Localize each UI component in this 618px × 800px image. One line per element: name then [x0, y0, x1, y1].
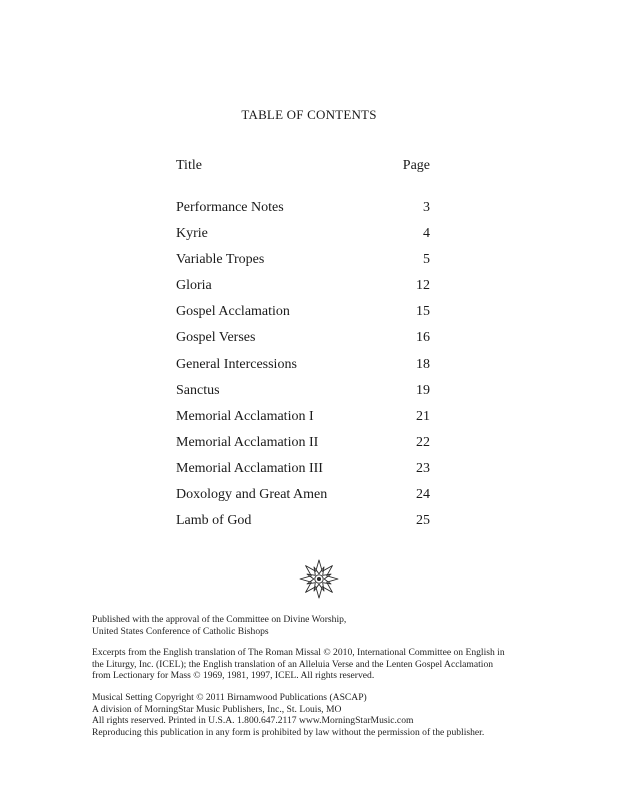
toc-entry [176, 198, 430, 224]
excerpts-line: the Liturgy, Inc. (ICEL); the English translation of an Alleluia Verse and the Lenten Gospel Acclamation [92, 658, 494, 670]
copyright-line: A division of MorningStar Music Publishers, Inc., St. Louis, MO [92, 703, 342, 715]
toc-entry-page: 21 [416, 408, 430, 424]
toc-entry-page: 3 [423, 200, 430, 215]
toc-entry-page: 23 [416, 460, 430, 476]
toc-entry [176, 511, 430, 537]
copyright-line: All rights reserved. Printed in U.S.A. 1.800.647.2117 www.MorningStarMusic.com [92, 715, 414, 727]
excerpts-line: Excerpts from the English translation of The Roman Missal © 2010, International Committee on English in [92, 647, 505, 659]
toc-entry-title: Doxology and Great Amen [176, 487, 328, 503]
toc-entry [176, 302, 430, 328]
toc-entry-page: 24 [416, 487, 430, 503]
title-column-header: Title [176, 158, 202, 173]
star-ornament-graphic [299, 559, 339, 599]
toc-entry-title: Lamb of God [176, 513, 252, 529]
toc-column-headers [176, 156, 430, 176]
toc-entry [176, 276, 430, 302]
copyright-notice [92, 692, 532, 738]
toc-entry [176, 355, 430, 381]
toc-entry-title: Memorial Acclamation I [176, 408, 314, 424]
publication-notes [92, 614, 532, 738]
approval-notice [92, 614, 532, 637]
excerpts-line: from Lectionary for Mass © 1969, 1981, 1997, ICEL. All rights reserved. [92, 670, 375, 682]
page-title: TABLE OF CONTENTS [241, 107, 377, 122]
toc-entry-title: Gospel Acclamation [176, 304, 290, 320]
toc-entry-title: Gloria [176, 278, 212, 294]
approval-line: United States Conference of Catholic Bishops [92, 625, 269, 637]
excerpts-notice [92, 647, 532, 682]
toc-entry [176, 485, 430, 511]
star-ornament-icon [299, 559, 339, 599]
toc-entry [176, 381, 430, 407]
toc-entry-page: 19 [416, 382, 430, 398]
toc-entry-title: Gospel Verses [176, 330, 256, 346]
toc-entry-page: 22 [416, 434, 430, 450]
copyright-line: Musical Setting Copyright © 2011 Birnamwood Publications (ASCAP) [92, 691, 367, 703]
toc-entry [176, 224, 430, 250]
toc-entry-title: Variable Tropes [176, 252, 265, 268]
toc-entry [176, 407, 430, 433]
toc-entry-page: 4 [423, 226, 430, 242]
table-of-contents [176, 156, 430, 529]
toc-entry-title: Sanctus [176, 382, 220, 398]
page-column-header: Page [402, 158, 430, 173]
toc-entry [176, 250, 430, 276]
toc-entry-title: Kyrie [176, 226, 208, 242]
toc-entry-page: 25 [416, 513, 430, 529]
toc-entry [176, 433, 430, 459]
toc-entry-page: 18 [416, 356, 430, 372]
toc-entry-title: General Intercessions [176, 356, 297, 372]
toc-entry-page: 12 [416, 278, 430, 294]
approval-line: Published with the approval of the Committee on Divine Worship, [92, 614, 347, 625]
toc-entry-title: Performance Notes [176, 200, 284, 215]
toc-entry-title: Memorial Acclamation III [176, 460, 323, 476]
toc-entry-page: 16 [416, 330, 430, 346]
toc-entry-page: 15 [416, 304, 430, 320]
toc-entry [176, 459, 430, 485]
toc-entry [176, 328, 430, 354]
toc-entry-title: Memorial Acclamation II [176, 434, 319, 450]
copyright-line: Reproducing this publication in any form is prohibited by law without the permission of the publisher. [92, 726, 485, 738]
toc-entry-page: 5 [423, 252, 430, 268]
toc-list [176, 198, 430, 537]
